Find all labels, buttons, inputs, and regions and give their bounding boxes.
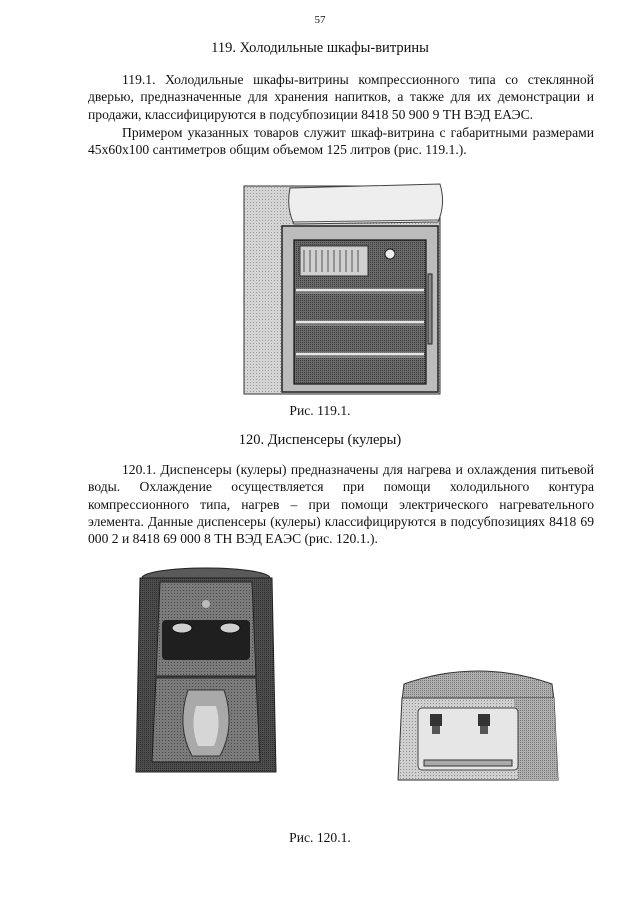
figure-display-cabinet — [238, 178, 446, 398]
paragraph-119-example — [88, 124, 594, 159]
figure-120-caption: Рис. 120.1. — [289, 830, 351, 845]
paragraph-119-1-text: 119.1. Холодильные шкафы-витрины компрессионного типа со стеклянной дверью, предназначенные для хранения напитков, а также для их демонстрации и продажи, классифицируются в подсубпозиции 8418 50 900 9 ТН ВЭД ЕАЭС. — [88, 72, 594, 122]
figure-119-caption: Рис. 119.1. — [289, 403, 351, 418]
figure-water-cooler-tabletop — [394, 664, 562, 786]
section-119-heading: 119. Холодильные шкафы-витрины — [211, 40, 429, 56]
paragraph-120-1 — [88, 461, 594, 547]
figure-water-cooler-tall — [126, 566, 286, 778]
paragraph-119-1 — [88, 71, 594, 123]
paragraph-119-example-text: Примером указанных товаров служит шкаф-витрина с габаритными размерами 45х60х100 сантиметров общим объемом 125 литров (рис. 119.1.). — [88, 125, 594, 158]
page-number: 57 — [314, 14, 326, 26]
paragraph-120-1-text: 120.1. Диспенсеры (кулеры) предназначены для нагрева и охлаждения питьевой воды. Охлаждение осуществляется при помощи холодильного контура компрессионного типа, нагрев – при помощи электрического нагревательного элемента. Данные диспенсеры (кулеры) классифицируются в подсубпозициях 8418 69 000 2 и 8418 69 000 8 ТН ВЭД ЕАЭС (рис. 120.1.). — [88, 462, 594, 547]
section-120-heading: 120. Диспенсеры (кулеры) — [238, 432, 402, 448]
